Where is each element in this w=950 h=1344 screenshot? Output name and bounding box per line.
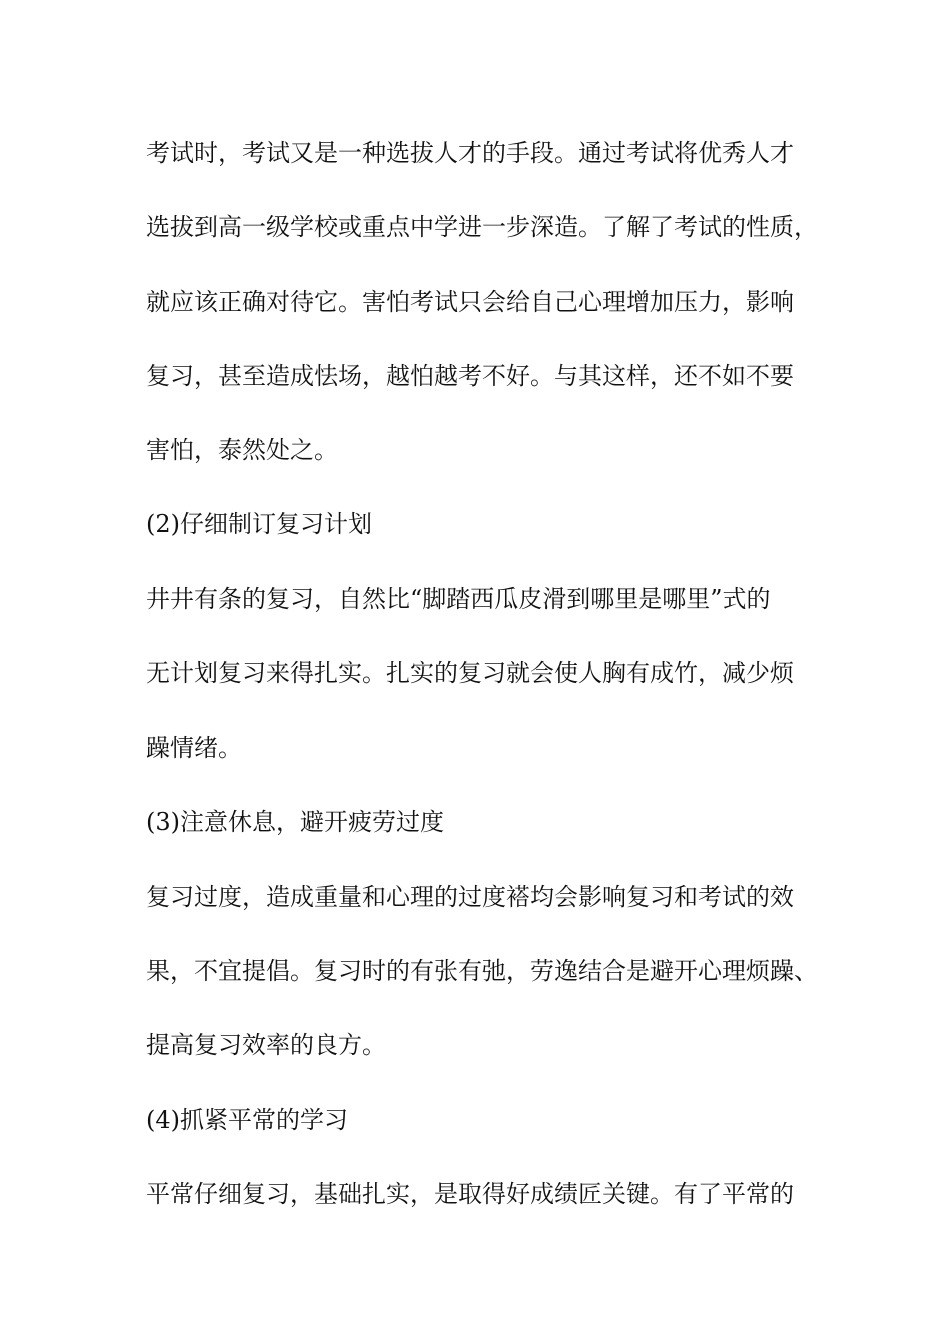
paragraph-line: 选拔到高一级学校或重点中学进一步深造。了解了考试的性质， (146, 213, 818, 241)
paragraph-line: 果，不宜提倡。复习时的有张有弛，劳逸结合是避开心理烦躁、 (146, 957, 818, 985)
paragraph-line: 躁情绪。 (146, 734, 242, 762)
paragraph-line: 平常仔细复习，基础扎实，是取得好成绩匠关键。有了平常的 (146, 1180, 794, 1208)
paragraph-line: 提高复习效率的良方。 (146, 1031, 386, 1059)
paragraph-line: 就应该正确对待它。害怕考试只会给自己心理增加压力，影响 (146, 288, 794, 316)
section-heading: (3)注意休息，避开疲劳过度 (146, 808, 444, 836)
section-heading: (2)仔细制订复习计划 (146, 510, 372, 538)
paragraph-line: 无计划复习来得扎实。扎实的复习就会使人胸有成竹，减少烦 (146, 659, 794, 687)
paragraph-line: 复习过度，造成重量和心理的过度褡均会影响复习和考试的效 (146, 883, 794, 911)
paragraph-line: 复习，甚至造成怯场，越怕越考不好。与其这样，还不如不要 (146, 362, 794, 390)
paragraph-line: 考试时，考试又是一种选拔人才的手段。通过考试将优秀人才 (146, 139, 794, 167)
section-heading: (4)抓紧平常的学习 (146, 1106, 348, 1134)
paragraph-line: 害怕，泰然处之。 (146, 436, 338, 464)
paragraph-line: 井井有条的复习，自然比“脚踏西瓜皮滑到哪里是哪里”式的 (146, 585, 771, 613)
